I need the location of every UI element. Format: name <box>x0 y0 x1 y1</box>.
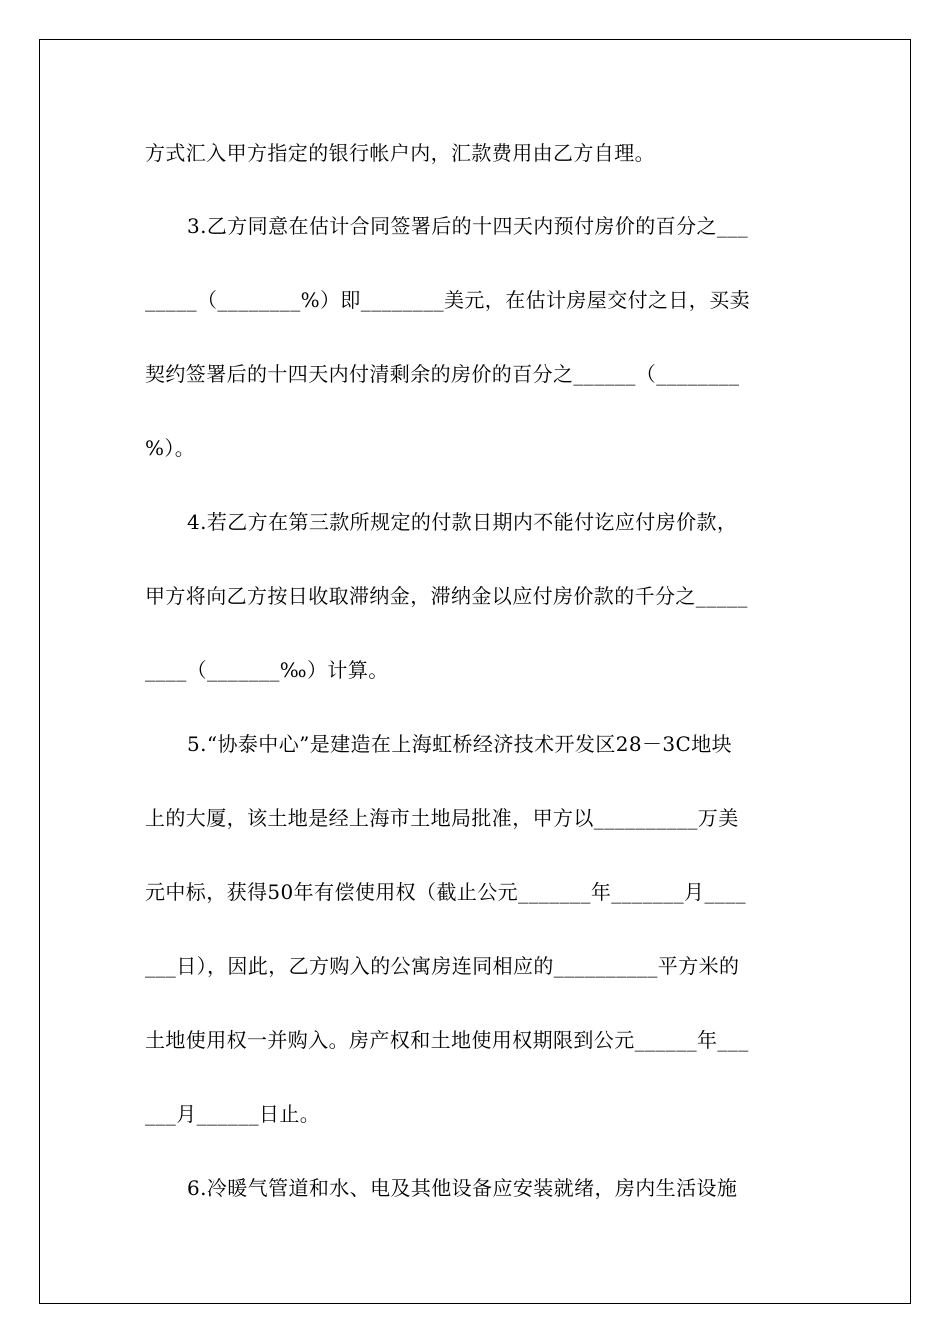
text-line: 元中标，获得50年有偿使用权（截止公元_______年_______月____ <box>145 880 747 904</box>
text-line: 契约签署后的十四天内付清剩余的房价的百分之______（________ <box>145 362 740 386</box>
clause-5-line: 5.“协泰中心”是建造在上海虹桥经济技术开发区28－3C地块 <box>187 732 733 756</box>
text-line: 土地使用权一并购入。房产权和土地使用权期限到公元______年___ <box>145 1028 749 1052</box>
clause-4-line: 4.若乙方在第三款所规定的付款日期内不能付讫应付房价款， <box>187 510 738 534</box>
text-line: ___月______日止。 <box>145 1102 321 1126</box>
text-line: 上的大厦，该土地是经上海市土地局批准，甲方以__________万美 <box>145 806 739 830</box>
text-line: 方式汇入甲方指定的银行帐户内，汇款费用由乙方自理。 <box>145 141 655 165</box>
text-line: 甲方将向乙方按日收取滞纳金，滞纳金以应付房价款的千分之_____ <box>145 584 748 608</box>
clause-3-line: 3.乙方同意在估计合同签署后的十四天内预付房价的百分之___ <box>187 214 749 238</box>
text-line: ____（_______‰）计算。 <box>145 658 389 682</box>
text-line: ___日），因此，乙方购入的公寓房连同相应的__________平方米的 <box>145 954 740 978</box>
text-line: _____（________%）即________美元，在估计房屋交付之日，买卖 <box>145 288 751 312</box>
clause-6-line: 6.冷暖气管道和水、电及其他设备应安装就绪，房内生活设施 <box>187 1176 738 1200</box>
text-line: %）。 <box>145 436 196 460</box>
